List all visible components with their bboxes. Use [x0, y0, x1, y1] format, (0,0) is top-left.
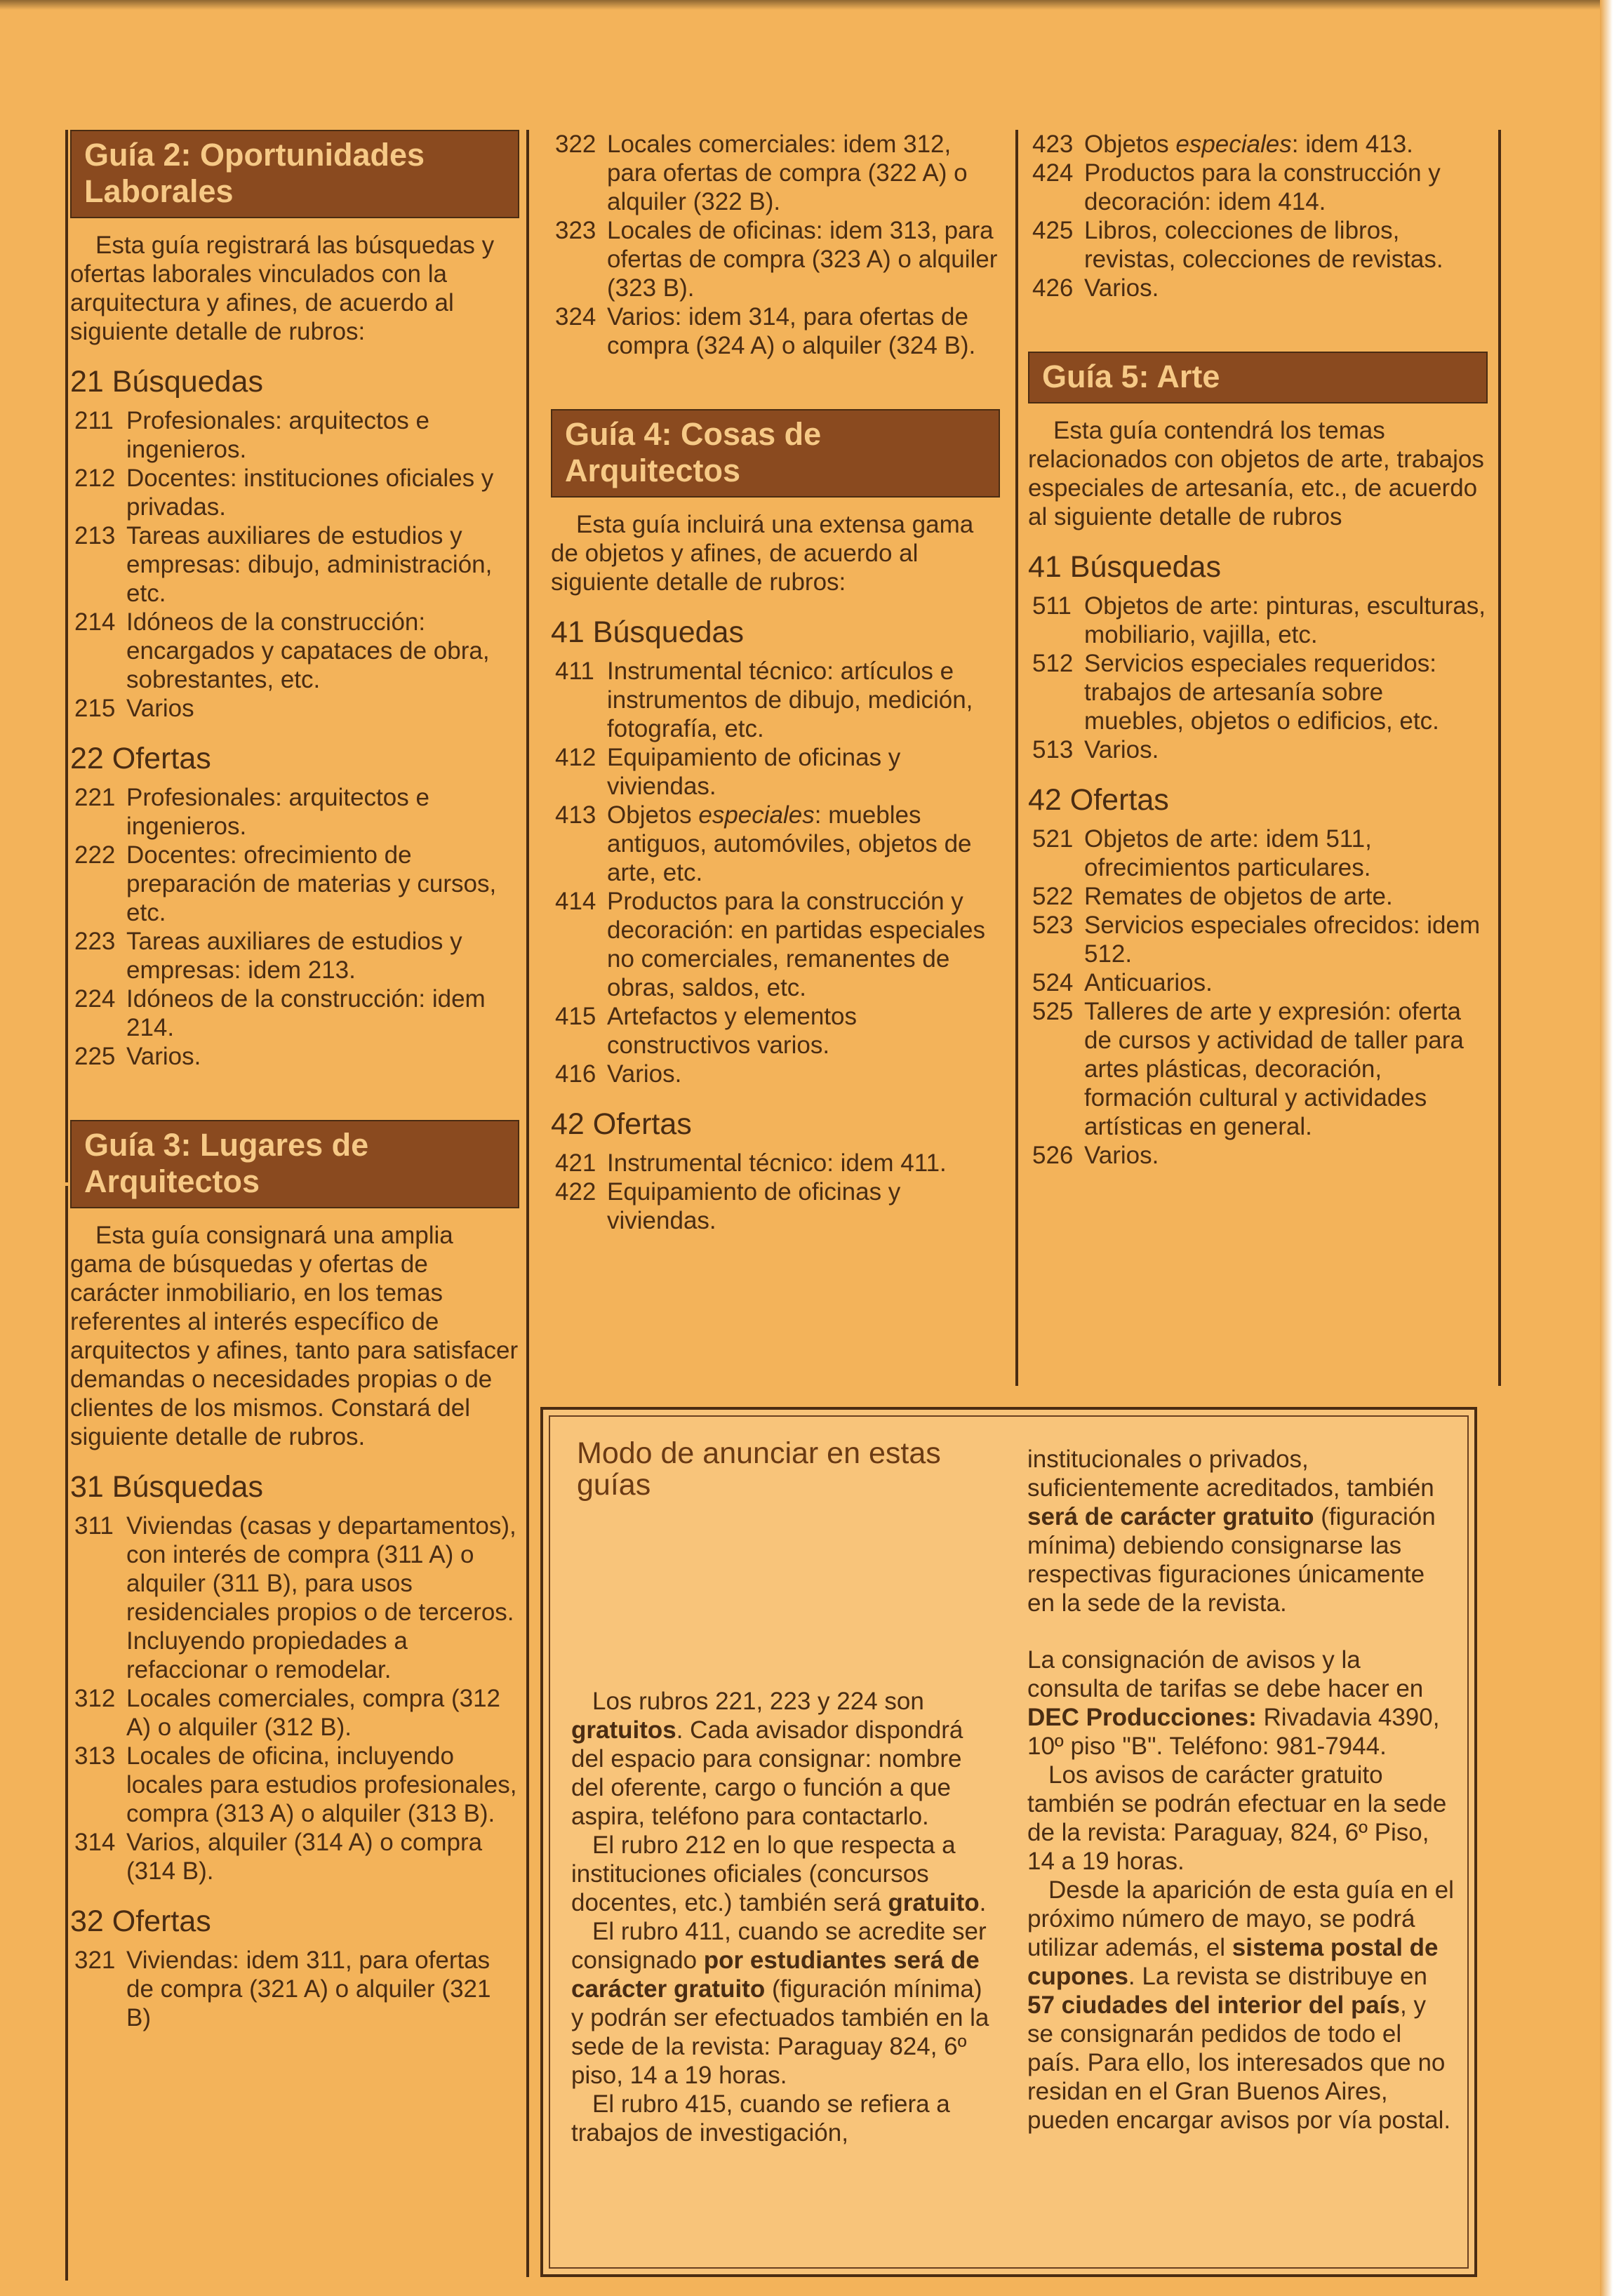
guide-3-intro: Esta guía consignará una amplia gama de búsquedas y ofertas de carácter inmobiliario, en los temas referentes al interés específico de arquitectos y afines, tanto para satisfacer demandas o necesidades propias o de clientes de los mismos. Constará del siguiente detalle de rubros. [70, 1222, 519, 1450]
rubro-code: 313 [74, 1742, 116, 1770]
rubro-code: 523 [1032, 912, 1074, 939]
list-item [551, 743, 1000, 801]
rubro-text: Locales comerciales: idem 312, para ofertas de compra (322 A) o alquiler (322 B). [607, 131, 968, 215]
rubro-text: Varios [126, 695, 194, 722]
list-item [551, 1149, 1000, 1177]
rubro-text: Varios. [1084, 1142, 1159, 1169]
rubro-text: Locales de oficina, incluyendo locales para estudios profesionales, compra (313 A) o alquiler (313 B). [126, 1742, 517, 1827]
guide-4-header: Guía 4: Cosas de Arquitectos [551, 409, 1000, 498]
list-item [70, 1511, 519, 1684]
rubro-code: 225 [74, 1043, 116, 1070]
rubro-text [607, 801, 1000, 887]
column-rule [65, 1186, 68, 2281]
rubro-text: Varios. [126, 1043, 201, 1070]
list-item [70, 985, 519, 1042]
section-title: 41 Búsquedas [1028, 550, 1221, 584]
section-title: 31 Búsquedas [70, 1470, 263, 1504]
box-paragraph: El rubro 415, cuando se refiera a trabajos de investigación, [571, 2090, 950, 2147]
rubro-text: Varios. [1084, 274, 1159, 302]
section-title: 21 Búsquedas [70, 365, 263, 399]
rubro-code: 322 [555, 131, 596, 158]
rubro-code: 213 [74, 522, 116, 549]
list-item [1028, 130, 1488, 159]
section-title: 32 Ofertas [70, 1904, 211, 1938]
list-item [551, 657, 1000, 743]
rubro-text: Servicios especiales ofrecidos: idem 512. [1084, 912, 1481, 968]
list-item [70, 608, 519, 694]
list-item [70, 464, 519, 521]
rubro-text: Varios, alquiler (314 A) o compra (314 B). [126, 1829, 483, 1885]
column-1 [70, 130, 519, 2032]
guide-4-intro: Esta guía incluirá una extensa gama de objetos y afines, de acuerdo al siguiente detalle de rubros: [551, 511, 974, 596]
rubro-code: 214 [74, 608, 116, 636]
rubro-code: 524 [1032, 969, 1074, 996]
list-item [1028, 968, 1488, 997]
list-item [551, 216, 1000, 302]
rubro-text: Viviendas (casas y departamentos), con interés de compra (311 A) o alquiler (311 B), para usos residenciales propios o de terceros. Incluyendo propiedades a refaccionar o remodelar. [126, 1512, 516, 1683]
rubro-text: Docentes: ofrecimiento de preparación de materias y cursos, etc. [126, 841, 497, 926]
list-item [551, 302, 1000, 360]
list-item [1028, 216, 1488, 274]
rubro-code: 211 [74, 407, 114, 434]
guide-2-intro: Esta guía registrará las búsquedas y ofertas laborales vinculados con la arquitectura y afines, de acuerdo al siguiente detalle de rubros: [70, 232, 495, 345]
box-paragraph: El rubro 411, cuando se acredite ser consignado por estudiantes será de carácter gratuito (figuración mínima) y podrán ser efectuados también en la sede de la revista: Paraguay 824, 6º piso, 14 a 19 horas. [571, 1918, 989, 2089]
rubro-code: 421 [555, 1149, 596, 1177]
page-edge [1600, 0, 1621, 2296]
rubro-code: 426 [1032, 274, 1074, 302]
rubro-code: 424 [1032, 159, 1074, 187]
list-item [551, 130, 1000, 216]
list-item [70, 1828, 519, 1885]
rubro-code: 522 [1032, 883, 1074, 910]
rubro-code: 521 [1032, 825, 1074, 853]
list-item [1028, 159, 1488, 216]
rubro-text: Artefactos y elementos constructivos varios. [607, 1003, 857, 1059]
rubro-text: Remates de objetos de arte. [1084, 883, 1393, 910]
rubro-text: Varios. [1084, 736, 1159, 763]
rubro-text-em: especiales [698, 801, 815, 829]
list-item [70, 1684, 519, 1742]
list-item [1028, 825, 1488, 882]
section-title: 41 Búsquedas [551, 615, 744, 649]
box-paragraph: El rubro 212 en lo que respecta a instituciones oficiales (concursos docentes, etc.) también será gratuito. [571, 1831, 987, 1916]
column-3 [1028, 130, 1488, 1170]
rubro-text-rest: : idem 413. [1291, 131, 1413, 158]
list-item [70, 1946, 519, 2032]
rubro-code: 321 [74, 1947, 116, 1974]
rubro-text: Productos para la construcción y decoración: en partidas especiales no comerciales, remanentes de obras, saldos, etc. [607, 888, 985, 1001]
box-paragraph: Desde la aparición de esta guía en el próximo número de mayo, se podrá utilizar además, el sistema postal de cupones. La revista se distribuye en 57 ciudades del interior del país, y se consignarán pedidos de todo el país. Para ello, los interesados que no residan en el Gran Buenos Aires, pueden encargar avisos por vía postal. [1027, 1876, 1454, 2134]
rubro-code: 414 [555, 888, 596, 915]
rubro-text: Objetos de arte: idem 511, ofrecimientos particulares. [1084, 825, 1372, 881]
list-item [70, 694, 519, 723]
list-item [1028, 592, 1488, 649]
box-paragraph: La consignación de avisos y la consulta de tarifas se debe hacer en DEC Producciones: Rivadavia 4390, 10º piso "B". Teléfono: 981-7944. [1027, 1646, 1440, 1760]
rubro-code: 425 [1032, 217, 1074, 244]
box-paragraph: institucionales o privados, suficientemente acreditados, también será de carácter gratuito (figuración mínima) debiendo consignarse las respectivas figuraciones únicamente en la sede de la revista. [1027, 1446, 1436, 1617]
list-item [70, 521, 519, 608]
rubro-code: 311 [74, 1512, 114, 1540]
rubro-code: 415 [555, 1003, 596, 1030]
rubro-code: 224 [74, 985, 116, 1013]
rubro-text: Productos para la construcción y decoración: idem 414. [1084, 159, 1441, 215]
box-title: Modo de anunciar en estas guías [577, 1436, 941, 1502]
rubro-text-pre: Objetos [1084, 131, 1176, 158]
rubro-text: Tareas auxiliares de estudios y empresas: dibujo, administración, etc. [126, 522, 493, 607]
rubro-code: 221 [74, 784, 116, 811]
rubro-text: Equipamiento de oficinas y viviendas. [607, 744, 901, 800]
rubro-code: 422 [555, 1178, 596, 1206]
rubro-text [1084, 130, 1488, 159]
rubro-text-rest: : muebles antiguos, automóviles, objetos de arte, etc. [607, 801, 972, 886]
rubro-code: 511 [1032, 592, 1072, 620]
section-title: 42 Ofertas [1028, 783, 1169, 817]
rubro-code: 525 [1032, 998, 1074, 1025]
rubro-code: 513 [1032, 736, 1074, 763]
list-item [70, 1742, 519, 1828]
list-item [551, 1002, 1000, 1060]
rubro-code: 416 [555, 1060, 596, 1088]
list-item [1028, 1141, 1488, 1170]
rubro-text: Varios. [607, 1060, 682, 1088]
rubro-text: Tareas auxiliares de estudios y empresas: idem 213. [126, 928, 462, 984]
rubro-text-pre: Objetos [607, 801, 699, 829]
rubro-text: Equipamiento de oficinas y viviendas. [607, 1178, 901, 1234]
column-rule [1498, 130, 1501, 1386]
box-right-column [1027, 1445, 1455, 2135]
list-item [70, 927, 519, 985]
list-item [70, 783, 519, 841]
how-to-advertise-box [540, 1407, 1477, 2277]
rubro-code: 222 [74, 841, 116, 869]
box-paragraph: Los avisos de carácter gratuito también se podrán efectuar en la sede de la revista: Paraguay, 824, 6º Piso, 14 a 19 horas. [1027, 1761, 1447, 1875]
guide-5-intro: Esta guía contendrá los temas relacionados con objetos de arte, trabajos especiales de artesanía, etc., de acuerdo al siguiente detalle de rubros [1028, 417, 1484, 530]
rubro-code: 411 [555, 658, 594, 685]
rubro-code: 323 [555, 217, 596, 244]
rubro-code: 223 [74, 928, 116, 955]
rubro-text: Anticuarios. [1084, 969, 1213, 996]
rubro-text: Instrumental técnico: artículos e instrumentos de dibujo, medición, fotografía, etc. [607, 658, 973, 742]
rubro-code: 413 [555, 801, 596, 829]
list-item [1028, 911, 1488, 968]
section-title: 22 Ofertas [70, 742, 211, 775]
rubro-text: Profesionales: arquitectos e ingenieros. [126, 407, 429, 463]
rubro-code: 526 [1032, 1142, 1074, 1169]
list-item [1028, 274, 1488, 302]
list-item [70, 841, 519, 927]
list-item [551, 887, 1000, 1002]
rubro-code: 314 [74, 1829, 116, 1856]
rubro-text: Viviendas: idem 311, para ofertas de compra (321 A) o alquiler (321 B) [126, 1947, 491, 2031]
list-item [70, 1042, 519, 1071]
box-paragraph: Los rubros 221, 223 y 224 son gratuitos. Cada avisador dispondrá del espacio para consignar: nombre del oferente, cargo o función a que aspira, teléfono para contactarlo. [571, 1688, 963, 1830]
rubro-text: Instrumental técnico: idem 411. [607, 1149, 947, 1177]
rubro-code: 512 [1032, 650, 1074, 677]
rubro-code: 212 [74, 465, 116, 492]
box-left-column [571, 1687, 992, 2147]
rubro-text: Profesionales: arquitectos e ingenieros. [126, 784, 429, 840]
column-rule [526, 130, 529, 2277]
rubro-text: Objetos de arte: pinturas, esculturas, mobiliario, vajilla, etc. [1084, 592, 1486, 648]
rubro-text: Docentes: instituciones oficiales y privadas. [126, 465, 494, 521]
guide-2-header: Guía 2: Oportunidades Laborales [70, 130, 519, 218]
rubro-code: 423 [1032, 131, 1074, 158]
section-title: 42 Ofertas [551, 1107, 692, 1141]
rubro-code: 324 [555, 303, 596, 331]
rubro-text: Talleres de arte y expresión: oferta de cursos y actividad de taller para artes plásticas, decoración, formación cultural y actividades artísticas en general. [1084, 998, 1464, 1140]
list-item [1028, 649, 1488, 735]
column-rule [65, 130, 68, 1182]
list-item [551, 801, 1000, 887]
list-item [1028, 997, 1488, 1141]
rubro-text: Idóneos de la construcción: encargados y capataces de obra, sobrestantes, etc. [126, 608, 490, 693]
guide-5-header: Guía 5: Arte [1028, 352, 1488, 403]
rubro-text: Locales comerciales, compra (312 A) o alquiler (312 B). [126, 1685, 501, 1741]
rubro-text-em: especiales [1175, 131, 1292, 158]
list-item [70, 406, 519, 464]
column-2 [551, 130, 1000, 1235]
rubro-text: Servicios especiales requeridos: trabajos de artesanía sobre muebles, objetos o edificios, etc. [1084, 650, 1439, 735]
rubro-text: Libros, colecciones de libros, revistas, colecciones de revistas. [1084, 217, 1443, 273]
list-item [1028, 735, 1488, 764]
rubro-code: 215 [74, 695, 116, 722]
rubro-code: 412 [555, 744, 596, 771]
rubro-text: Idóneos de la construcción: idem 214. [126, 985, 486, 1041]
rubro-text: Locales de oficinas: idem 313, para ofertas de compra (323 A) o alquiler (323 B). [607, 217, 998, 302]
list-item [551, 1177, 1000, 1235]
list-item [551, 1060, 1000, 1088]
column-rule [1015, 130, 1018, 1386]
guide-3-header: Guía 3: Lugares de Arquitectos [70, 1120, 519, 1208]
rubro-text: Varios: idem 314, para ofertas de compra (324 A) o alquiler (324 B). [607, 303, 976, 359]
list-item [1028, 882, 1488, 911]
rubro-code: 312 [74, 1685, 116, 1712]
page-top-shadow [0, 0, 1600, 10]
